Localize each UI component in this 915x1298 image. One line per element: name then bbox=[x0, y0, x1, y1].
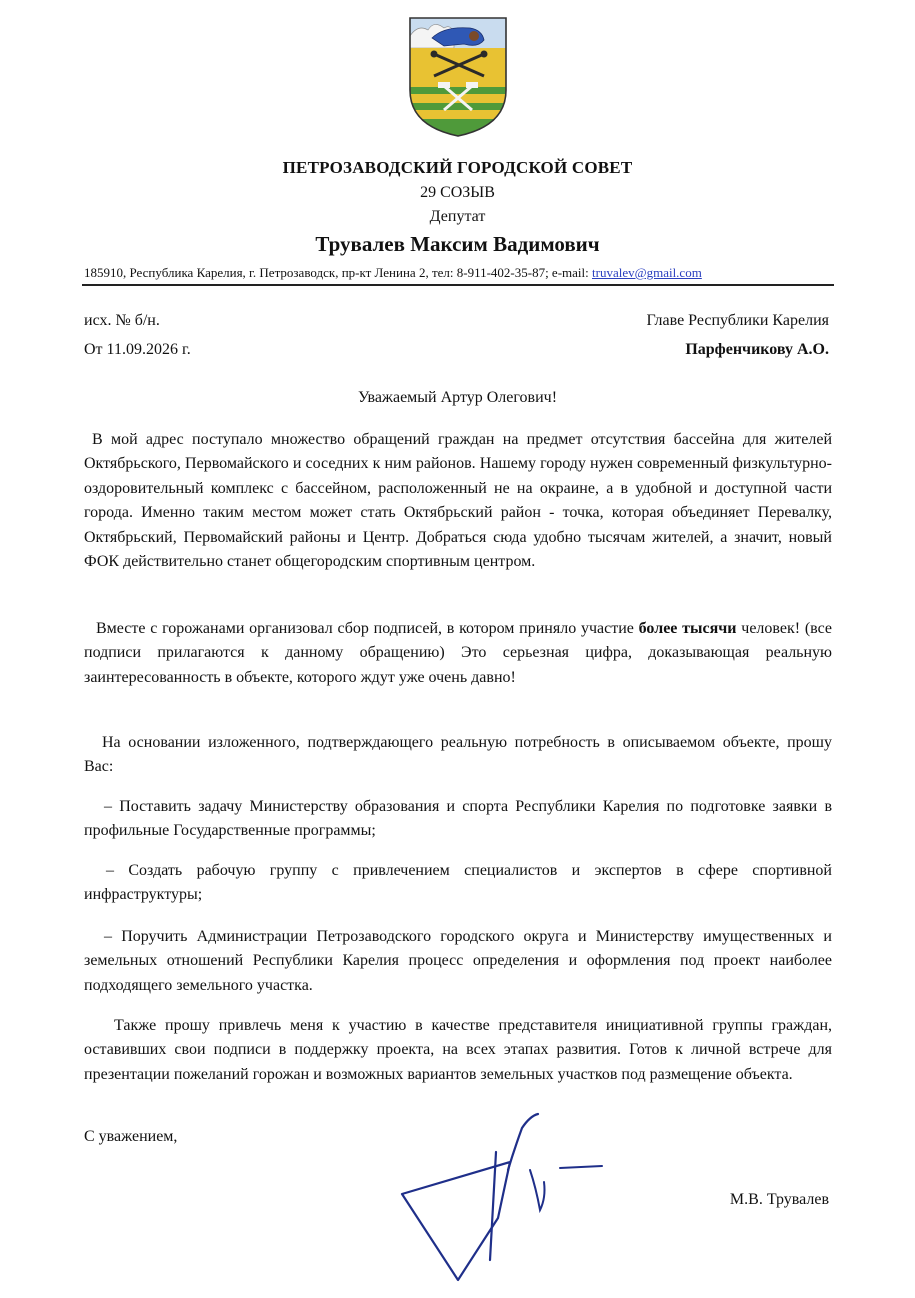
paragraph-2-start: Вместе с горожанами организовал сбор подписей, в котором приняло участие bbox=[96, 620, 639, 637]
deputy-name: Трувалев Максим Вадимович bbox=[315, 232, 600, 256]
request-item-1: – Поставить задачу Министерству образования и спорта Республики Карелия по подготовке заявки в профильные Государственные программы; bbox=[84, 798, 832, 840]
request-item-3: – Поручить Администрации Петрозаводского городского округа и Министерству имущественных и земельных отношений Республики Карелия процесс определения и оформления под проект наиболее подходящего земельного участка. bbox=[84, 928, 832, 994]
paragraph-2-highlight: более тысячи bbox=[638, 620, 737, 637]
header-divider bbox=[82, 284, 834, 286]
address-text: 185910, Республика Карелия, г. Петрозаводск, пр-кт Ленина 2, тел: 8-911-402-35-87; e-mail: bbox=[84, 265, 593, 280]
contact-address bbox=[84, 265, 830, 281]
paragraph-3: На основании изложенного, подтверждающего реальную потребность в описываемом объекте, прошу Вас: bbox=[84, 734, 832, 776]
organization-title: ПЕТРОЗАВОДСКИЙ ГОРОДСКОЙ СОВЕТ bbox=[282, 158, 633, 177]
paragraph-2-end: человек! (все подписи прилагаются к данному обращению) Это серьезная цифра, доказывающая реальную заинтересованность в объекте, которого ждут уже очень давно! bbox=[84, 620, 833, 686]
role-label: Депутат bbox=[429, 208, 486, 225]
email-link[interactable]: truvalev@gmail.com bbox=[592, 265, 702, 280]
signer-name: М.В. Трувалев bbox=[729, 1191, 829, 1208]
outgoing-number: исх. № б/н. bbox=[84, 312, 160, 329]
request-item-2: – Создать рабочую группу с привлечением специалистов и экспертов в сфере спортивной инфраструктуры; bbox=[84, 862, 832, 904]
recipient-name: Парфенчикову А.О. bbox=[685, 341, 829, 358]
paragraph-final: Также прошу привлечь меня к участию в качестве представителя инициативной группы граждан, оставивших свои подписи в поддержку проекта, на всех этапах развития. Готов к личной встрече для презентации пожеланий горожан и возможных вариантов земельных участков под размещение объекта. bbox=[84, 1017, 832, 1083]
coat-of-arms-icon bbox=[404, 14, 512, 140]
closing-phrase: С уважением, bbox=[84, 1128, 178, 1145]
greeting: Уважаемый Артур Олегович! bbox=[357, 389, 558, 406]
convocation-label: 29 СОЗЫВ bbox=[420, 184, 495, 201]
letter-date: От 11.09.2026 г. bbox=[84, 341, 191, 358]
paragraph-1: В мой адрес поступало множество обращений граждан на предмет отсутствия бассейна для жителей Октябрьского, Первомайского и соседних к ним районов. Нашему городу нужен современный физкультурно-оздоровительный комплекс с бассейном, расположенный не на окраине, а в удобной и доступной части города. Именно таким местом может стать Октябрьский район - точка, которая объединяет Перевалку, Октябрьский, Первомайский районы и Центр. Добраться сюда удобно тысячам жителей, а значит, новый ФОК действительно станет общегородским спортивным центром. bbox=[84, 431, 832, 571]
signature-icon bbox=[390, 1110, 620, 1290]
recipient-title: Главе Республики Карелия bbox=[646, 312, 829, 329]
paragraph-2 bbox=[84, 617, 832, 690]
